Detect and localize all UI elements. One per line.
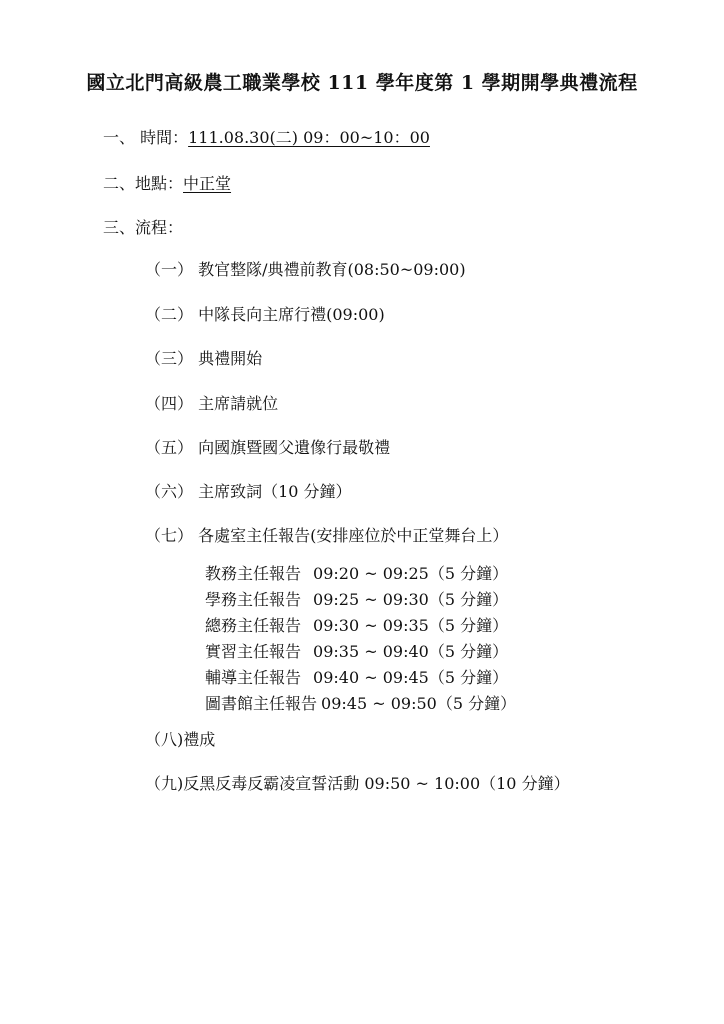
report-row [205, 563, 508, 585]
document-title: 國立北門高級農工職業學校 111 學年度第 1 學期開學典禮流程 [86, 72, 638, 94]
report-row [205, 693, 516, 715]
flow-step: （二） 中隊長向主席行禮(09:00) [145, 305, 385, 324]
section-time-label: 一、 時間： [103, 128, 189, 147]
report-row [205, 615, 508, 637]
flow-step: （七） 各處室主任報告(安排座位於中正堂舞台上） [145, 526, 509, 545]
report-time: 09:45 ~ 09:50（5 分鐘） [321, 694, 517, 713]
report-name: 學務主任報告 [205, 590, 302, 609]
report-time: 09:20 ~ 09:25（5 分鐘） [313, 564, 509, 583]
flow-step: （三） 典禮開始 [145, 349, 263, 368]
flow-step: （九)反黑反毒反霸凌宣誓活動 09:50 ~ 10:00（10 分鐘） [145, 774, 570, 793]
flow-step: （八)禮成 [145, 730, 216, 749]
report-time: 09:30 ~ 09:35（5 分鐘） [313, 616, 509, 635]
section-time-value: 111.08.30(二) 09：00~10：00 [188, 128, 430, 147]
report-time: 09:40 ~ 09:45（5 分鐘） [313, 668, 509, 687]
report-name: 總務主任報告 [205, 616, 302, 635]
report-time: 09:35 ~ 09:40（5 分鐘） [313, 642, 509, 661]
section-place-value: 中正堂 [183, 174, 232, 193]
report-name: 圖書館主任報告 [205, 694, 318, 713]
report-time: 09:25 ~ 09:30（5 分鐘） [313, 590, 509, 609]
flow-step: （五） 向國旗暨國父遺像行最敬禮 [145, 438, 391, 457]
report-name: 輔導主任報告 [205, 668, 302, 687]
report-row [205, 589, 508, 611]
section-flow-label: 三、流程： [103, 218, 184, 237]
report-name: 實習主任報告 [205, 642, 302, 661]
report-name: 教務主任報告 [205, 564, 302, 583]
section-time [103, 127, 430, 149]
flow-step: （六） 主席致詞（10 分鐘） [145, 482, 352, 501]
section-place [103, 173, 231, 195]
report-row [205, 667, 508, 689]
report-row [205, 641, 508, 663]
flow-step: （一） 教官整隊/典禮前教育(08:50~09:00) [145, 260, 466, 279]
section-place-label: 二、地點： [103, 174, 184, 193]
flow-step: （四） 主席請就位 [145, 394, 279, 413]
